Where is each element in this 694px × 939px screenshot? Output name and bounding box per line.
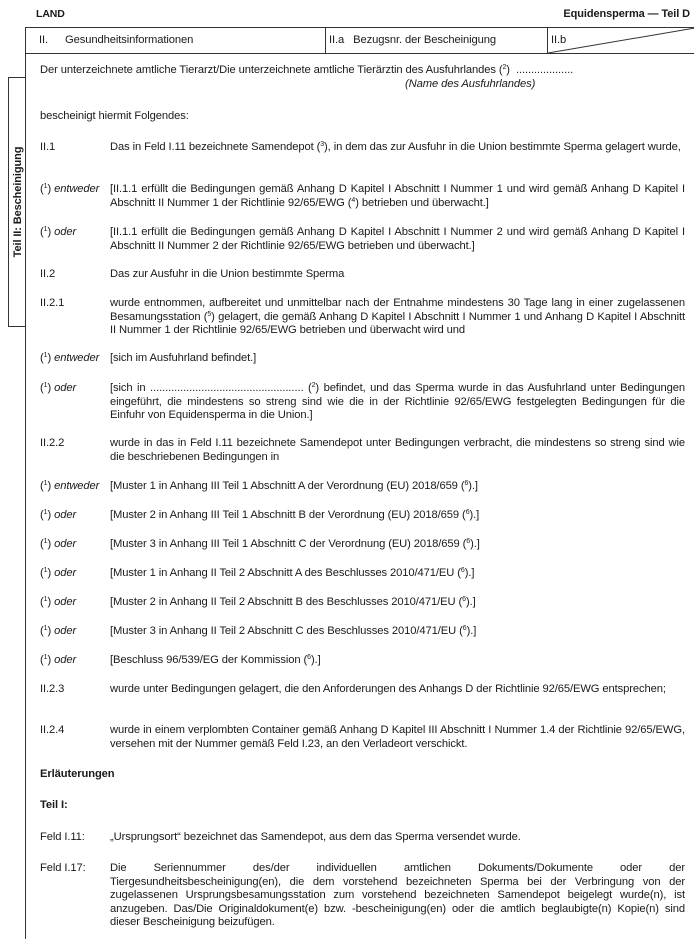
country-label: LAND xyxy=(36,8,65,20)
country-hint xyxy=(405,78,605,92)
item-text: [II.1.1 erfüllt die Bedingungen gemäß Anhang D Kapitel I Abschnitt I Nummer 2 und wird gemäß Anhang D Kapitel I Abschnitt II Nummer 2 der Richtlinie 92/65/EWG betrieben und überwacht.] xyxy=(110,226,685,252)
note-label: Feld I.11: xyxy=(40,831,85,843)
certifies-line: bescheinigt hiermit Folgendes: xyxy=(40,110,189,122)
footnote-ref: 6 xyxy=(466,538,471,545)
footnote-ref: 2 xyxy=(311,382,316,389)
option-label: ($^1$) oder xyxy=(40,567,77,579)
item-text: [Muster 1 in Anhang II Teil 2 Abschnitt A des Beschlusses 2010/471/EU ( xyxy=(110,567,461,579)
item-text: ) betrieben und überwacht.] xyxy=(355,196,489,209)
footnote-ref: 6 xyxy=(460,567,465,574)
item-text: ).] xyxy=(469,509,480,521)
item-text: [Beschluss 96/539/EG der Kommission ( xyxy=(110,654,308,666)
item-label: II.1 xyxy=(40,141,56,153)
option-word: oder xyxy=(54,654,77,666)
option-word: oder xyxy=(54,625,77,637)
footnote-ref: 1 xyxy=(43,509,48,516)
option-oder[interactable] xyxy=(40,538,685,552)
footnote-ref: 3 xyxy=(320,141,325,148)
footnote-ref: 1 xyxy=(43,480,48,487)
iib-label: II.b xyxy=(551,34,567,46)
item-text: ).] xyxy=(470,538,480,550)
item-text: ), in dem das zur Ausfuhr in die Union bestimmte Sperma gelagert wurde, xyxy=(324,141,681,153)
option-word: entweder xyxy=(54,480,100,492)
footnote-ref: 6 xyxy=(462,596,466,603)
option-label: ($^1$) oder xyxy=(40,596,77,608)
section-title: Gesundheitsinformationen xyxy=(65,34,194,46)
option-entweder[interactable] xyxy=(40,480,685,494)
option-label: ($^1$) oder xyxy=(40,509,77,521)
item-text: [sich in ................................................... ( xyxy=(110,382,312,394)
item-text: ).] xyxy=(466,625,477,637)
item-text: ).] xyxy=(468,480,478,492)
document-title: Equidensperma — Teil D xyxy=(563,8,690,20)
item-text: [Muster 2 in Anhang III Teil 1 Abschnitt B der Verordnung (EU) 2018/659 ( xyxy=(110,509,466,521)
footnote-ref: 1 xyxy=(43,538,48,545)
option-label: ($^1$) oder xyxy=(40,625,77,637)
option-word: oder xyxy=(54,567,77,579)
item-label: II.2.1 xyxy=(40,297,65,309)
footnote-ref: 6 xyxy=(307,654,311,661)
item-text: ).] xyxy=(465,596,476,608)
footnote-ref: 1 xyxy=(43,382,48,389)
item-text: Das in Feld I.11 bezeichnete Samendepot ( xyxy=(110,141,321,153)
footnote-ref: 6 xyxy=(462,625,467,632)
option-label: ($^1$) oder xyxy=(40,538,77,550)
country-hint-text: (Name des Ausfuhrlandes) xyxy=(405,78,536,90)
item-text: ) gelagert, die gemäß Anhang D Kapitel I Abschnitt I Nummer 1 und Anhang D Kapitel I Abschnitt II Nummer 1 der Richtlinie 92/65/EWG betrieben und überwacht wird und xyxy=(110,310,685,336)
item-text: [II.1.1 erfüllt die Bedingungen gemäß Anhang D Kapitel I Abschnitt I Nummer 1 und wird gemäß Anhang D Kapitel I Abschnitt II Nummer 1 der Richtlinie 92/65/EWG ( xyxy=(110,183,685,209)
ref-label: Bezugsnr. der Bescheinigung xyxy=(353,34,497,46)
item-label: II.2.3 xyxy=(40,683,65,695)
option-word: oder xyxy=(54,538,77,550)
option-oder[interactable] xyxy=(40,509,685,523)
option-oder[interactable] xyxy=(40,654,685,668)
option-label: ($^1$) oder xyxy=(40,382,77,394)
option-oder[interactable] xyxy=(40,596,685,610)
footnote-ref: 1 xyxy=(43,625,48,632)
footnote-ref: 1 xyxy=(43,596,48,603)
option-label: ($^1$) oder xyxy=(40,226,77,238)
footnote-ref: 1 xyxy=(43,567,48,574)
item-text: ) befindet, und das Sperma wurde in das Ausfuhrland unter Bedingungen eingeführt, die mindestens so streng sind wie die in der Richtlinie 92/65/EWG festgelegten Bedingungen für die Einfuhr von Equidensperma in die Union.] xyxy=(110,382,685,421)
option-label: ($^1$) entweder xyxy=(40,480,100,492)
item-text: wurde entnommen, aufbereitet und unmittelbar nach der Entnahme mindestens 30 Tage lang in einer zugelassenen Besamungsstation ( xyxy=(110,297,685,323)
item-II-1 xyxy=(40,141,685,155)
country-blank[interactable]: ................... xyxy=(515,64,574,76)
item-II-2-4 xyxy=(40,724,685,751)
footnote-ref: 1 xyxy=(43,226,48,233)
option-entweder[interactable] xyxy=(40,183,685,210)
item-label: II.2 xyxy=(40,268,56,280)
item-II-2 xyxy=(40,268,685,282)
item-text: wurde in einem verplombten Container gemäß Anhang D Kapitel III Abschnitt I Nummer 1.4 der Richtlinie 92/65/EWG, versehen mit der Nummer gemäß Feld I.23, an den Verladeort verschickt. xyxy=(110,724,685,750)
item-text: Das zur Ausfuhr in die Union bestimmte Sperma xyxy=(110,268,345,280)
option-word: entweder xyxy=(54,183,100,195)
intro-line: Der unterzeichnete amtliche Tierarzt/Die unterzeichnete amtliche Tierärztin des Ausfuhrlandes ($^2$) ................... xyxy=(40,64,574,76)
footnote-ref: 1 xyxy=(43,654,48,661)
footnote-ref: 2 xyxy=(502,64,507,71)
section-header-table xyxy=(25,27,694,54)
footnote-ref: 6 xyxy=(465,509,470,516)
note-text: „Ursprungsort“ bezeichnet das Samendepot, aus dem das Sperma versendet wurde. xyxy=(110,831,521,843)
item-II-2-1 xyxy=(40,297,685,338)
item-II-2-2 xyxy=(40,437,685,464)
option-word: oder xyxy=(54,509,77,521)
note-entry xyxy=(40,862,685,930)
item-II-2-3 xyxy=(40,683,685,697)
option-word: entweder xyxy=(54,352,100,364)
diagonal-strike-icon xyxy=(548,28,694,53)
note-label: Feld I.17: xyxy=(40,862,86,874)
option-oder[interactable] xyxy=(40,226,685,253)
option-oder[interactable] xyxy=(40,382,685,423)
footnote-ref: 5 xyxy=(207,310,212,318)
item-label: II.2.4 xyxy=(40,724,65,736)
notes-heading: Erläuterungen xyxy=(40,768,115,780)
item-text: ).] xyxy=(464,567,475,579)
footnote-ref: 4 xyxy=(351,196,356,204)
iib-cell[interactable] xyxy=(547,28,694,53)
option-label: ($^1$) entweder xyxy=(40,352,100,364)
note-text: Die Seriennummer des/der individuellen amtlichen Dokuments/Dokumente oder der Tiergesundheitsbescheinigung(en), die dem vorstehend bezeichneten Sperma bei der Verbringung von der zugelassenen Ursprungsbesamungsstation zum vorstehend bezeichneten Samendepot beigelegt wurde(n), ist anzugeben. Das/Die Originaldokument(e) bzw. -bescheinigung(en) oder die amtlich beglaubigte(n) Kopie(n) sind dieser Bescheinigung beizufügen. xyxy=(110,862,685,928)
section-number: II. xyxy=(39,34,49,46)
intro-text: Der unterzeichnete amtliche Tierarzt/Die unterzeichnete amtliche Tierärztin des Ausfuhrlandes xyxy=(40,64,496,76)
option-oder[interactable] xyxy=(40,567,685,581)
footnote-ref: 1 xyxy=(43,352,48,359)
reference-number-cell[interactable] xyxy=(325,28,548,53)
item-text: [sich im Ausfuhrland befindet.] xyxy=(110,352,257,364)
item-text: [Muster 2 in Anhang II Teil 2 Abschnitt B des Beschlusses 2010/471/EU ( xyxy=(110,596,463,608)
option-word: oder xyxy=(54,382,77,394)
footnote-ref: 6 xyxy=(464,480,469,487)
option-label: ($^1$) oder xyxy=(40,654,77,666)
item-text: wurde unter Bedingungen gelagert, die den Anforderungen des Anhangs D der Richtlinie 92/65/EWG entsprechen; xyxy=(110,683,666,695)
item-text: [Muster 3 in Anhang III Teil 1 Abschnitt C der Verordnung (EU) 2018/659 ( xyxy=(110,538,467,550)
note-entry xyxy=(40,831,685,845)
option-oder[interactable] xyxy=(40,625,685,639)
notes-part-heading: Teil I: xyxy=(40,799,68,811)
option-entweder[interactable] xyxy=(40,352,685,366)
side-tab-label: Teil II: Bescheinigung xyxy=(11,146,24,258)
item-text: [Muster 3 in Anhang II Teil 2 Abschnitt C des Beschlusses 2010/471/EU ( xyxy=(110,625,463,637)
option-word: oder xyxy=(54,596,77,608)
option-word: oder xyxy=(54,226,77,238)
item-text: ).] xyxy=(310,654,321,666)
item-text: [Muster 1 in Anhang III Teil 1 Abschnitt A der Verordnung (EU) 2018/659 ( xyxy=(110,480,465,492)
footnote-ref: 1 xyxy=(43,183,48,190)
section-title-cell xyxy=(25,28,326,53)
item-text: wurde in das in Feld I.11 bezeichnete Samendepot unter Bedingungen verbracht, die mindestens so streng sind wie die beschriebenen Bedingungen in xyxy=(110,437,685,463)
item-label: II.2.2 xyxy=(40,437,65,449)
ref-label-number: II.a xyxy=(329,34,345,46)
side-tab xyxy=(8,77,26,327)
option-label: ($^1$) entweder xyxy=(40,183,100,195)
